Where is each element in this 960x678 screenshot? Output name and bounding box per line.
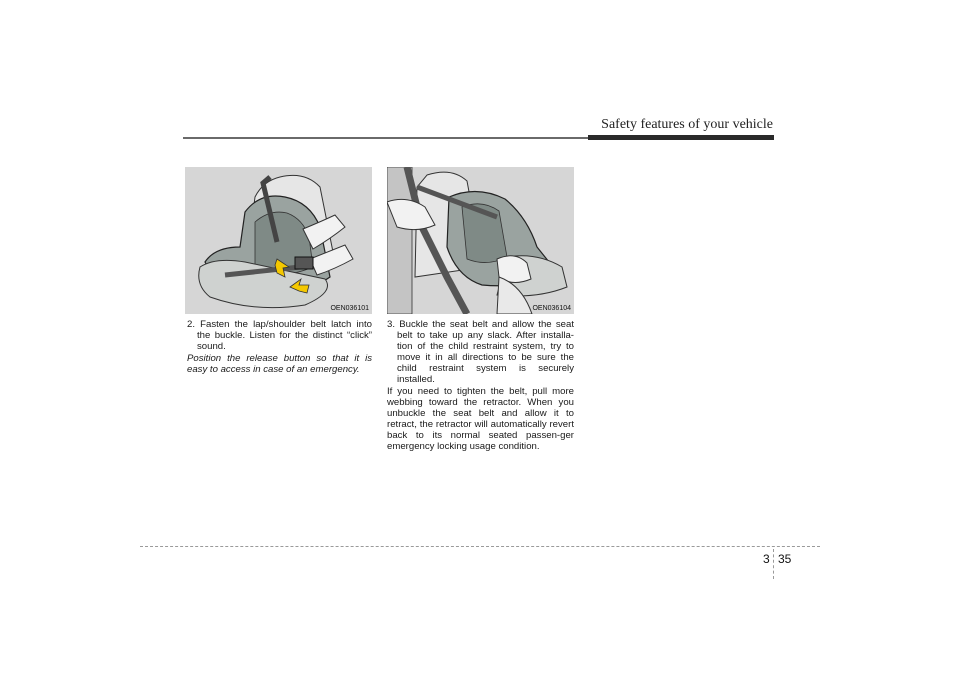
instruction-step-2: 2. Fasten the lap/shoulder belt latch into the buckle. Listen for the distinct “click” sound. [187,319,372,352]
page-number: 35 [778,552,792,566]
instruction-paragraph: If you need to tighten the belt, pull more webbing toward the retractor. When you unbuckle the seat belt and allow it to retract, the retractor will automatically revert back to its normal seated passen-ger emergency locking usage condition. [387,386,574,452]
figure-code: OEN036104 [532,305,571,312]
section-title: Safety features of your vehicle [601,117,773,132]
page-number-separator [773,549,774,579]
column-right [387,319,574,452]
header-rule-accent [588,135,774,140]
figure-tighten-belt [387,167,574,314]
child-seat-buckle-illustration [185,167,372,314]
column-left [187,319,372,375]
figure-buckle-latch [185,167,372,314]
figure-code: OEN036101 [330,305,369,312]
footer-rule [140,546,820,547]
instruction-step-3: 3. Buckle the seat belt and allow the seat belt to take up any slack. After installa-tion of the child restraint system, try to move it in all directions to be sure the child restraint system is securely installed. [387,319,574,385]
instruction-note: Position the release button so that it is easy to access in case of an emergency. [187,353,372,375]
chapter-number: 3 [763,552,770,566]
seat-belt-tighten-illustration [387,167,574,314]
